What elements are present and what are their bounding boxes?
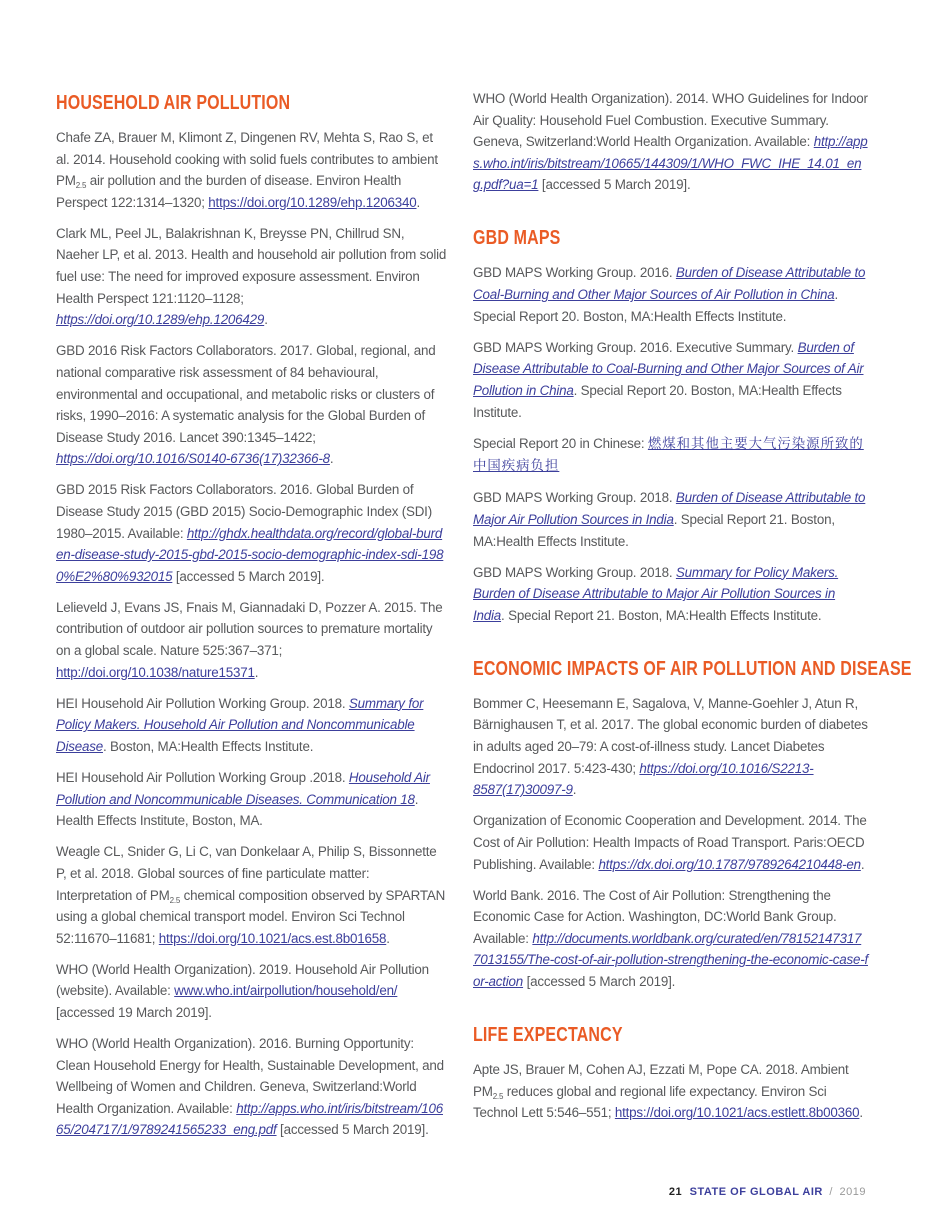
reference-link[interactable]: https://dx.doi.org/10.1787/9789264210448-en xyxy=(598,856,861,872)
reference-link[interactable]: Burden of Disease Attributable to Major Air Pollution Sources in India xyxy=(473,490,866,527)
left-column xyxy=(56,88,448,1151)
reference-item: Chafe ZA, Brauer M, Klimont Z, Dingenen RV, Mehta S, Rao S, et al. 2014. Household cooking with solid fuels contributes to ambient $PM_{2.5}$ air pollution and the burden of disease. Environ Health Perspect 122:1314–1320; https://doi.org/10.1289/ehp.1206340. xyxy=(56,130,438,210)
reference-link[interactable]: https://doi.org/10.1021/acs.estlett.8b00360 xyxy=(614,1105,860,1121)
reference-item: WHO (World Health Organization). 2016. Burning Opportunity: Clean Household Energy for Health, Sustainable Development, and Wellbeing of Women and Children. Geneva, Switzerland:World Health Organization. Available: http://apps.who.int/iris/bitstream/10665/204717/1/9789241565233_eng.pdf [accessed 5 March 2019]. xyxy=(56,1036,444,1138)
reference-link[interactable]: Burden of Disease Attributable to Coal-Burning and Other Major Sources of Air Pollution in China xyxy=(473,339,864,398)
reference-item: Clark ML, Peel JL, Balakrishnan K, Breysse PN, Chillrud SN, Naeher LP, et al. 2013. Health and household air pollution from solid fuel use: The need for improved exposure assessment. Environ Health Perspect 121:1120–1128; https://doi.org/10.1289/ehp.1206429. xyxy=(56,225,447,328)
footer-separator: / xyxy=(829,1186,833,1198)
reference-item: Apte JS, Brauer M, Cohen AJ, Ezzati M, Pope CA. 2018. Ambient $PM_{2.5}$ reduces global and regional life expectancy. Environ Sci Technol Lett 5:546–551; https://doi.org/10.1021/acs.estlett.8b00360. xyxy=(473,1062,863,1121)
reference-item: Special Report 20 in Chinese: 燃煤和其他主要大气污染源所致的中国疾病负担 xyxy=(473,435,864,475)
page-number: 21 xyxy=(668,1186,683,1198)
reference-link[interactable]: http://apps.who.int/iris/bitstream/10665/204717/1/9789241565233_eng.pdf xyxy=(56,1100,443,1138)
reference-link[interactable]: https://doi.org/10.1016/S0140-6736(17)32366-8 xyxy=(56,451,330,467)
reference-link[interactable]: https://doi.org/10.1289/ehp.1206340 xyxy=(208,194,417,210)
reference-item: GBD MAPS Working Group. 2016. Executive Summary. Burden of Disease Attributable to Coal-Burning and Other Major Sources of Air Pollution in China. Special Report 20. Boston, MA:Health Effects Institute. xyxy=(473,339,864,420)
reference-link[interactable]: https://doi.org/10.1289/ehp.1206429 xyxy=(56,312,265,328)
reference-item: Organization of Economic Cooperation and Development. 2014. The Cost of Air Pollution: Health Impacts of Road Transport. Paris:OECD Publishing. Available: https://dx.doi.org/10.1787/9789264210448-en. xyxy=(473,813,867,872)
right-column xyxy=(473,88,912,1133)
reference-link[interactable]: https://doi.org/10.1016/S2213-8587(17)30097-9 xyxy=(473,760,814,798)
reference-link[interactable]: Summary for Policy Makers. Burden of Disease Attributable to Major Air Pollution Sources in India xyxy=(473,564,839,623)
reference-item: GBD MAPS Working Group. 2016. Burden of Disease Attributable to Coal-Burning and Other Major Sources of Air Pollution in China. Special Report 20. Boston, MA:Health Effects Institute. xyxy=(473,265,866,324)
reference-link-chinese[interactable]: 燃煤和其他主要大气污染源所致的中国疾病负担 xyxy=(473,436,864,475)
reference-item: Lelieveld J, Evans JS, Fnais M, Giannadaki D, Pozzer A. 2015. The contribution of outdoor air pollution sources to premature mortality on a global scale. Nature 525:367–371; http://doi.org/10.1038/nature15371. xyxy=(56,599,443,680)
reference-link[interactable]: Household Air Pollution and Noncommunicable Diseases. Communication 18 xyxy=(56,770,430,807)
page-footer xyxy=(669,1186,866,1198)
reference-item: GBD MAPS Working Group. 2018. Burden of Disease Attributable to Major Air Pollution Sources in India. Special Report 21. Boston, MA:Health Effects Institute. xyxy=(473,490,866,549)
reference-link[interactable]: http://documents.worldbank.org/curated/en/781521473177013155/The-cost-of-air-pollution-strengthening-the-economic-case-for-action xyxy=(473,930,868,989)
reference-link[interactable]: http://apps.who.int/iris/bitstream/10665/144309/1/WHO_FWC_IHE_14.01_eng.pdf?ua=1 xyxy=(473,134,868,193)
report-title: STATE OF GLOBAL AIR xyxy=(689,1186,823,1198)
reference-item: WHO (World Health Organization). 2019. Household Air Pollution (website). Available: www.who.int/airpollution/household/en/ [accessed 19 March 2019]. xyxy=(56,961,429,1020)
reference-link[interactable]: https://doi.org/10.1021/acs.est.8b01658 xyxy=(158,930,387,946)
reference-item: GBD MAPS Working Group. 2018. Summary for Policy Makers. Burden of Disease Attributable to Major Air Pollution Sources in India. Special Report 21. Boston, MA:Health Effects Institute. xyxy=(473,564,839,623)
section-heading-life-expectancy: LIFE EXPECTANCY xyxy=(473,1024,623,1047)
reference-item: World Bank. 2016. The Cost of Air Pollution: Strengthening the Economic Case for Action. Washington, DC:World Bank Group. Available: http://documents.worldbank.org/curated/en/781521473177013155/The-cost-of-air-pollution-strengthening-the-economic-case-for-action [accessed 5 March 2019]. xyxy=(473,887,868,989)
report-year: 2019 xyxy=(839,1186,866,1198)
section-heading-economic: ECONOMIC IMPACTS OF AIR POLLUTION AND DISEASE xyxy=(473,657,912,680)
reference-link[interactable]: Summary for Policy Makers. Household Air Pollution and Noncommunicable Disease xyxy=(56,695,424,754)
reference-item: GBD 2015 Risk Factors Collaborators. 2016. Global Burden of Disease Study 2015 (GBD 2015) Socio-Demographic Index (SDI) 1980–2015. Available: http://ghdx.healthdata.org/record/global-burden-disease-study-2015-gbd-2015-socio-demographic-index-sdi-1980%E2%80%932015 [accessed 5 March 2019]. xyxy=(56,482,444,584)
reference-link[interactable]: Burden of Disease Attributable to Coal-Burning and Other Major Sources of Air Pollution in China xyxy=(473,265,866,303)
reference-item: GBD 2016 Risk Factors Collaborators. 2017. Global, regional, and national comparative risk assessment of 84 behavioural, environmental and occupational, and metabolic risks or clusters of risks, 1990–2016: A systematic analysis for the Global Burden of Disease Study 2016. Lancet 390:1345–1422; https://doi.org/10.1016/S0140-6736(17)32366-8. xyxy=(56,343,436,467)
reference-link[interactable]: http://doi.org/10.1038/nature15371 xyxy=(56,664,255,680)
reference-item: WHO (World Health Organization). 2014. WHO Guidelines for Indoor Air Quality: Household Fuel Combustion. Executive Summary. Geneva, Switzerland:World Health Organization. Available: http://apps.who.int/iris/bitstream/10665/144309/1/WHO_FWC_IHE_14.01_eng.pdf?ua=1 [accessed 5 March 2019]. xyxy=(473,91,868,193)
reference-link[interactable]: www.who.int/airpollution/household/en/ xyxy=(174,983,398,999)
reference-item: Weagle CL, Snider G, Li C, van Donkelaar A, Philip S, Bissonnette P, et al. 2018. Global sources of fine particulate matter: Interpretation of $PM_{2.5}$ chemical composition observed by SPARTAN using a global chemical transport model. Environ Sci Technol 52:11670–11681; https://doi.org/10.1021/acs.est.8b01658. xyxy=(56,844,446,946)
reference-item: HEI Household Air Pollution Working Group. 2018. Summary for Policy Makers. Household Air Pollution and Noncommunicable Disease. Boston, MA:Health Effects Institute. xyxy=(56,695,424,754)
section-heading-household: HOUSEHOLD AIR POLLUTION xyxy=(56,92,291,114)
reference-link[interactable]: http://ghdx.healthdata.org/record/global-burden-disease-study-2015-gbd-2015-socio-demographic-index-sdi-1980%E2%80%932015 xyxy=(56,525,444,584)
reference-item: Bommer C, Heesemann E, Sagalova, V, Manne-Goehler J, Atun R, Bärnighausen T, et al. 2017. The global economic burden of diabetes in adults aged 20–79: A cost-of-illness study. Lancet Diabetes Endocrinol 2017. 5:423-430; https://doi.org/10.1016/S2213-8587(17)30097-9. xyxy=(473,695,868,798)
reference-item: HEI Household Air Pollution Working Group .2018. Household Air Pollution and Noncommunicable Diseases. Communication 18. Health Effects Institute, Boston, MA. xyxy=(56,770,430,829)
section-heading-gbd-maps: GBD MAPS xyxy=(473,227,561,250)
